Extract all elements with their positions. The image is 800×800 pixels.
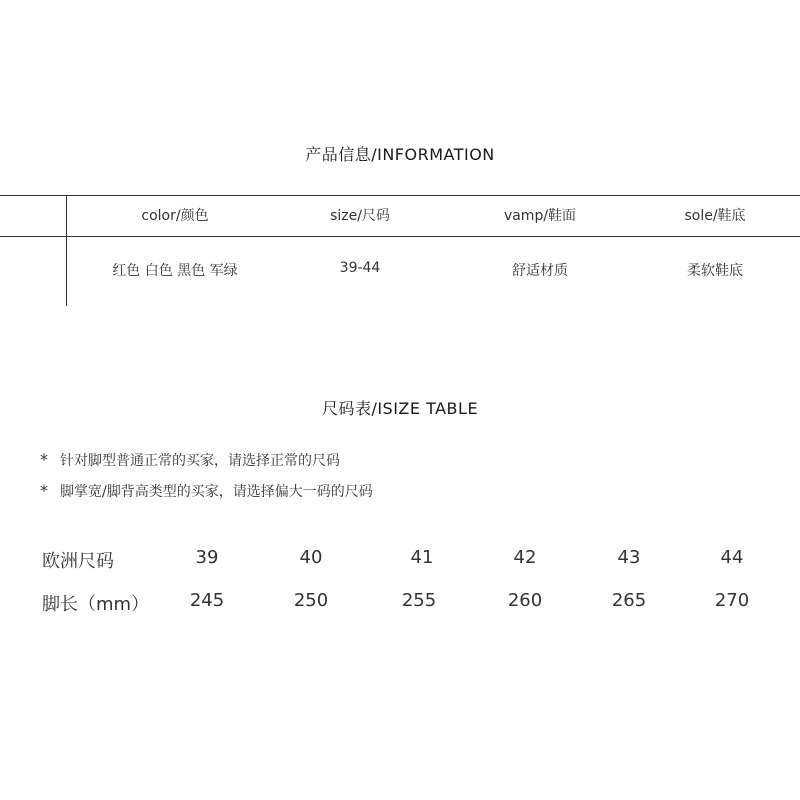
header-size: size/尺码	[330, 208, 390, 224]
size-note-text: 针对脚型普通正常的买家，请选择正常的尺码	[60, 453, 340, 469]
size-note	[40, 481, 373, 501]
size-value: 39	[195, 547, 219, 568]
size-value: 44	[720, 547, 744, 568]
size-row-label: 脚长（mm）	[42, 594, 150, 615]
value-sole: 柔软鞋底	[687, 263, 743, 279]
size-value: 41	[410, 547, 434, 568]
size-value: 43	[617, 547, 641, 568]
size-note	[40, 450, 340, 470]
size-row-eu	[0, 547, 800, 573]
size-note-text: 脚掌宽/脚背高类型的买家，请选择偏大一码的尺码	[60, 484, 373, 500]
size-value: 245	[189, 590, 225, 611]
header-vamp: vamp/鞋面	[503, 208, 577, 224]
table-left-border	[66, 195, 67, 306]
table-top-border	[0, 195, 800, 196]
value-vamp: 舒适材质	[512, 263, 568, 279]
table-header-divider	[0, 236, 800, 237]
information-title: 产品信息/INFORMATION	[305, 145, 495, 164]
value-color: 红色 白色 黑色 军绿	[112, 263, 238, 279]
size-row-label: 欧洲尺码	[42, 551, 114, 572]
size-value: 260	[507, 590, 543, 611]
header-sole: sole/鞋底	[684, 208, 746, 224]
size-value: 40	[299, 547, 323, 568]
asterisk-icon: *	[40, 450, 48, 469]
size-value: 255	[401, 590, 437, 611]
size-row-foot-length	[0, 590, 800, 616]
value-size: 39-44	[339, 260, 381, 276]
size-value: 42	[513, 547, 537, 568]
size-value: 270	[714, 590, 750, 611]
size-table-title: 尺码表/ISIZE TABLE	[321, 399, 479, 418]
size-value: 265	[611, 590, 647, 611]
size-value: 250	[293, 590, 329, 611]
header-color: color/颜色	[141, 208, 209, 224]
asterisk-icon: *	[40, 481, 48, 500]
